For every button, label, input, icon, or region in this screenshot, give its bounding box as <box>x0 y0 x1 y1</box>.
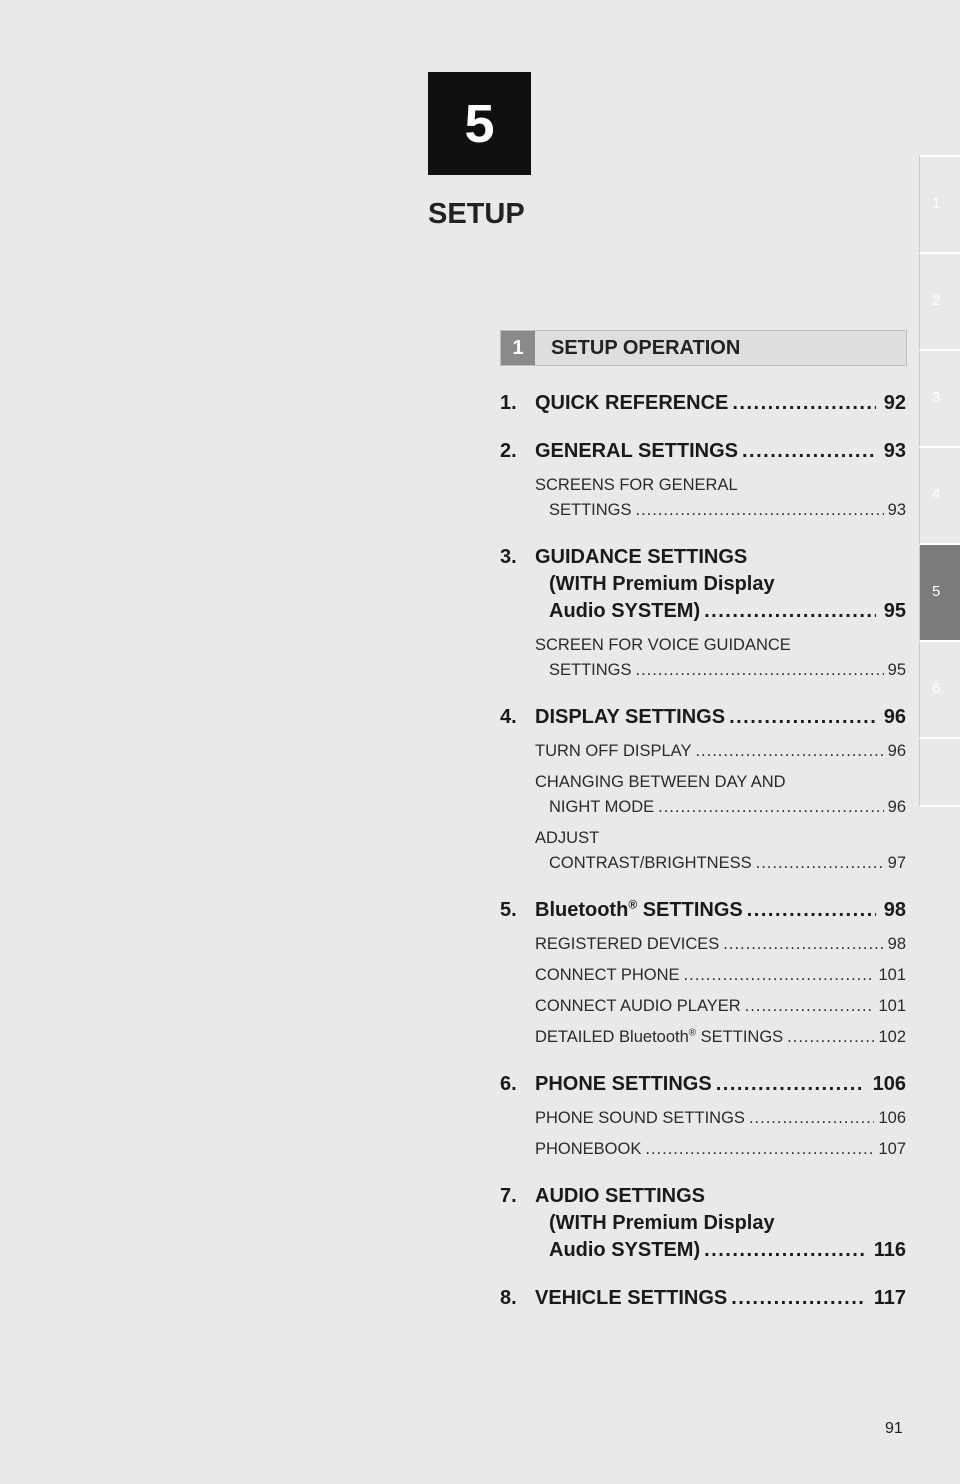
toc-entry-bluetooth-settings[interactable]: 5. Bluetooth® SETTINGS ..... 98 <box>500 897 906 924</box>
entry-page: 92 <box>883 392 906 414</box>
toc-entry-general-settings[interactable]: 2. GENERAL SETTINGS ..... 93 <box>500 438 906 465</box>
toc-sub-screens-general-settings[interactable]: SCREENS FOR GENERAL SETTINGS ..... 93 <box>500 473 906 523</box>
toc-sub-contrast-brightness[interactable]: ADJUST CONTRAST/BRIGHTNESS ..... 97 <box>500 826 906 876</box>
tab-2[interactable]: 2 <box>919 254 960 351</box>
toc-sub-phonebook[interactable]: PHONEBOOK ..... 107 <box>500 1137 906 1162</box>
tab-4[interactable]: 4 <box>919 448 960 545</box>
entry-label: GENERAL SETTINGS <box>535 440 738 462</box>
chapter-number: 5 <box>464 93 495 154</box>
entry-label: QUICK REFERENCE <box>535 392 729 414</box>
toc-sub-phone-sound-settings[interactable]: PHONE SOUND SETTINGS ..... 106 <box>500 1106 906 1131</box>
tab-6[interactable]: 6 <box>919 642 960 739</box>
registered-mark: ® <box>688 1027 697 1039</box>
registered-mark: ® <box>628 897 638 912</box>
section-title: SETUP OPERATION <box>551 336 741 359</box>
toc-entry-guidance-settings[interactable]: 3. GUIDANCE SETTINGS (WITH Premium Display Audio SYSTEM) ..... 95 <box>500 544 906 625</box>
section-header <box>500 330 907 366</box>
toc-sub-connect-phone[interactable]: CONNECT PHONE ..... 101 <box>500 963 906 988</box>
tab-5[interactable]: 5 <box>919 545 960 642</box>
toc-sub-voice-guidance-settings[interactable]: SCREEN FOR VOICE GUIDANCE SETTINGS ..... 95 <box>500 633 906 683</box>
toc-entry-display-settings[interactable]: 4. DISPLAY SETTINGS ..... 96 <box>500 704 906 731</box>
toc-sub-registered-devices[interactable]: REGISTERED DEVICES ..... 98 <box>500 932 906 957</box>
toc-sub-detailed-bluetooth[interactable]: DETAILED Bluetooth® SETTINGS ..... 102 <box>500 1025 906 1050</box>
toc-entry-quick-reference[interactable]: 1. QUICK REFERENCE ..... 92 <box>500 390 906 417</box>
toc-entry-vehicle-settings[interactable]: 8. VEHICLE SETTINGS ..... 117 <box>500 1285 906 1312</box>
page-number: 91 <box>885 1420 903 1437</box>
chapter-number-box <box>428 72 531 175</box>
table-of-contents <box>500 390 906 1320</box>
section-number: 1 <box>501 331 535 365</box>
tab-end <box>919 739 960 807</box>
tab-3[interactable]: 3 <box>919 351 960 448</box>
chapter-title: SETUP <box>428 198 525 230</box>
toc-sub-connect-audio-player[interactable]: CONNECT AUDIO PLAYER ..... 101 <box>500 994 906 1019</box>
toc-entry-phone-settings[interactable]: 6. PHONE SETTINGS ..... 106 <box>500 1071 906 1098</box>
toc-sub-turn-off-display[interactable]: TURN OFF DISPLAY ..... 96 <box>500 739 906 764</box>
chapter-tabs <box>919 155 960 807</box>
toc-sub-day-night-mode[interactable]: CHANGING BETWEEN DAY AND NIGHT MODE ..... 96 <box>500 770 906 820</box>
entry-page: 93 <box>883 440 906 462</box>
toc-entry-audio-settings[interactable]: 7. AUDIO SETTINGS (WITH Premium Display Audio SYSTEM) ..... 116 <box>500 1183 906 1264</box>
tab-1[interactable]: 1 <box>919 155 960 254</box>
